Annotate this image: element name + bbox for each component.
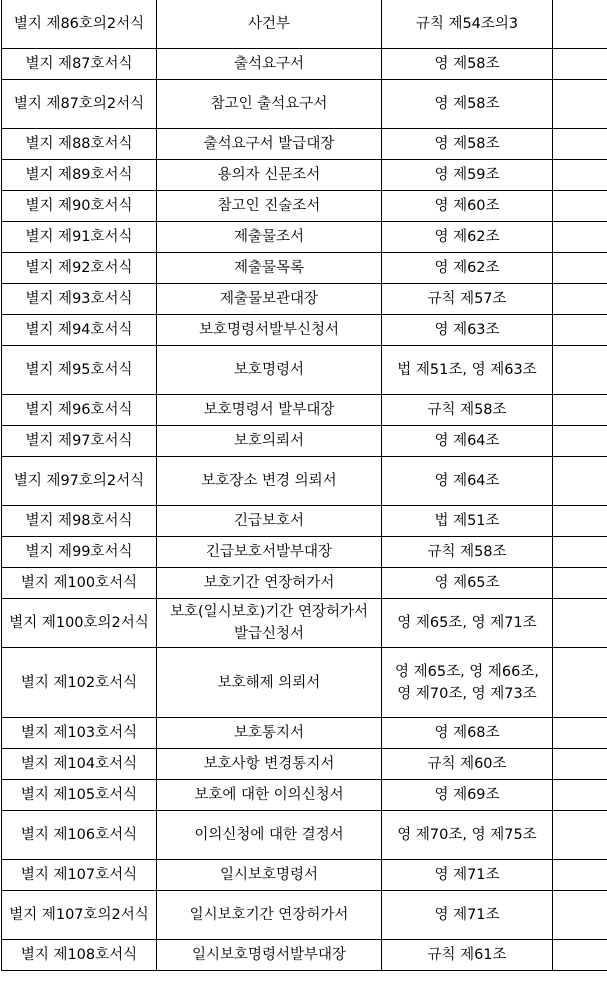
legal-basis-cell: 영 제71조 <box>382 860 553 891</box>
form-number-cell: 별지 제102호서식 <box>2 648 157 718</box>
form-name-cell: 일시보호명령서 <box>157 860 382 891</box>
legal-basis-cell: 법 제51조, 영 제63조 <box>382 346 553 395</box>
note-cell <box>553 940 607 971</box>
note-cell <box>553 537 607 568</box>
form-number-cell: 별지 제106호서식 <box>2 811 157 860</box>
form-name-cell: 보호의뢰서 <box>157 426 382 457</box>
form-number-cell: 별지 제97호의2서식 <box>2 457 157 506</box>
note-cell <box>553 648 607 718</box>
form-number-cell: 별지 제94호서식 <box>2 315 157 346</box>
note-cell <box>553 457 607 506</box>
form-name-cell: 보호통지서 <box>157 718 382 749</box>
legal-basis-cell: 규칙 제61조 <box>382 940 553 971</box>
table-row <box>2 80 607 129</box>
form-number-cell: 별지 제90호서식 <box>2 191 157 222</box>
forms-table-body <box>2 0 607 971</box>
legal-basis-cell: 영 제65조, 영 제66조, 영 제70조, 영 제73조 <box>382 648 553 718</box>
note-cell <box>553 780 607 811</box>
legal-basis-cell: 영 제62조 <box>382 253 553 284</box>
table-row <box>2 0 607 49</box>
legal-basis-cell: 영 제58조 <box>382 49 553 80</box>
form-name-cell: 보호장소 변경 의뢰서 <box>157 457 382 506</box>
note-cell <box>553 395 607 426</box>
form-name-cell: 보호에 대한 이의신청서 <box>157 780 382 811</box>
note-cell <box>553 568 607 599</box>
form-name-cell: 사건부 <box>157 0 382 49</box>
form-number-cell: 별지 제95호서식 <box>2 346 157 395</box>
form-name-cell: 제출물보관대장 <box>157 284 382 315</box>
table-row <box>2 395 607 426</box>
form-number-cell: 별지 제86호의2서식 <box>2 0 157 49</box>
form-name-cell: 보호사항 변경통지서 <box>157 749 382 780</box>
note-cell <box>553 129 607 160</box>
form-name-cell: 일시보호기간 연장허가서 <box>157 891 382 940</box>
legal-basis-cell: 영 제64조 <box>382 426 553 457</box>
form-name-cell: 보호명령서 발부대장 <box>157 395 382 426</box>
note-cell <box>553 253 607 284</box>
form-name-cell: 용의자 신문조서 <box>157 160 382 191</box>
form-number-cell: 별지 제100호서식 <box>2 568 157 599</box>
table-row <box>2 346 607 395</box>
table-row <box>2 718 607 749</box>
forms-table <box>1 0 607 971</box>
table-row <box>2 49 607 80</box>
legal-basis-cell: 영 제58조 <box>382 80 553 129</box>
note-cell <box>553 0 607 49</box>
table-row <box>2 860 607 891</box>
form-name-cell: 보호기간 연장허가서 <box>157 568 382 599</box>
legal-basis-cell: 영 제60조 <box>382 191 553 222</box>
form-name-cell: 제출물조서 <box>157 222 382 253</box>
table-row <box>2 891 607 940</box>
table-row <box>2 253 607 284</box>
note-cell <box>553 749 607 780</box>
form-name-cell: 일시보호명령서발부대장 <box>157 940 382 971</box>
form-name-cell: 보호명령서 <box>157 346 382 395</box>
legal-basis-cell: 규칙 제54조의3 <box>382 0 553 49</box>
table-row <box>2 160 607 191</box>
table-row <box>2 426 607 457</box>
table-row <box>2 940 607 971</box>
form-name-cell: 보호해제 의뢰서 <box>157 648 382 718</box>
legal-basis-cell: 영 제65조, 영 제71조 <box>382 599 553 648</box>
legal-basis-cell: 영 제71조 <box>382 891 553 940</box>
note-cell <box>553 506 607 537</box>
form-number-cell: 별지 제97호서식 <box>2 426 157 457</box>
form-name-cell: 이의신청에 대한 결정서 <box>157 811 382 860</box>
form-name-cell: 보호명령서발부신청서 <box>157 315 382 346</box>
form-number-cell: 별지 제103호서식 <box>2 718 157 749</box>
form-number-cell: 별지 제107호의2서식 <box>2 891 157 940</box>
table-row <box>2 191 607 222</box>
legal-basis-cell: 규칙 제60조 <box>382 749 553 780</box>
form-number-cell: 별지 제100호의2서식 <box>2 599 157 648</box>
table-row <box>2 568 607 599</box>
form-number-cell: 별지 제88호서식 <box>2 129 157 160</box>
note-cell <box>553 426 607 457</box>
form-number-cell: 별지 제107호서식 <box>2 860 157 891</box>
table-row <box>2 457 607 506</box>
note-cell <box>553 222 607 253</box>
form-number-cell: 별지 제87호의2서식 <box>2 80 157 129</box>
table-row <box>2 648 607 718</box>
note-cell <box>553 718 607 749</box>
note-cell <box>553 860 607 891</box>
form-number-cell: 별지 제89호서식 <box>2 160 157 191</box>
form-name-cell: 참고인 진술조서 <box>157 191 382 222</box>
form-number-cell: 별지 제96호서식 <box>2 395 157 426</box>
form-number-cell: 별지 제92호서식 <box>2 253 157 284</box>
form-number-cell: 별지 제108호서식 <box>2 940 157 971</box>
table-row <box>2 749 607 780</box>
legal-basis-cell: 영 제64조 <box>382 457 553 506</box>
form-number-cell: 별지 제87호서식 <box>2 49 157 80</box>
form-number-cell: 별지 제93호서식 <box>2 284 157 315</box>
note-cell <box>553 284 607 315</box>
legal-basis-cell: 규칙 제58조 <box>382 395 553 426</box>
legal-basis-cell: 영 제65조 <box>382 568 553 599</box>
form-name-cell: 참고인 출석요구서 <box>157 80 382 129</box>
form-number-cell: 별지 제105호서식 <box>2 780 157 811</box>
note-cell <box>553 160 607 191</box>
form-name-cell: 긴급보호서 <box>157 506 382 537</box>
form-name-cell: 출석요구서 발급대장 <box>157 129 382 160</box>
note-cell <box>553 49 607 80</box>
legal-basis-cell: 영 제69조 <box>382 780 553 811</box>
form-number-cell: 별지 제104호서식 <box>2 749 157 780</box>
table-row <box>2 537 607 568</box>
note-cell <box>553 891 607 940</box>
note-cell <box>553 346 607 395</box>
form-name-cell: 출석요구서 <box>157 49 382 80</box>
table-row <box>2 222 607 253</box>
legal-basis-cell: 영 제62조 <box>382 222 553 253</box>
form-name-cell: 긴급보호서발부대장 <box>157 537 382 568</box>
form-number-cell: 별지 제98호서식 <box>2 506 157 537</box>
legal-basis-cell: 규칙 제57조 <box>382 284 553 315</box>
legal-basis-cell: 영 제68조 <box>382 718 553 749</box>
table-row <box>2 506 607 537</box>
table-row <box>2 811 607 860</box>
table-row <box>2 129 607 160</box>
form-number-cell: 별지 제99호서식 <box>2 537 157 568</box>
legal-basis-cell: 영 제59조 <box>382 160 553 191</box>
table-row <box>2 315 607 346</box>
legal-basis-cell: 영 제58조 <box>382 129 553 160</box>
table-row <box>2 780 607 811</box>
note-cell <box>553 599 607 648</box>
form-name-cell: 제출물목록 <box>157 253 382 284</box>
note-cell <box>553 80 607 129</box>
legal-basis-cell: 영 제70조, 영 제75조 <box>382 811 553 860</box>
note-cell <box>553 811 607 860</box>
legal-basis-cell: 법 제51조 <box>382 506 553 537</box>
form-number-cell: 별지 제91호서식 <box>2 222 157 253</box>
note-cell <box>553 191 607 222</box>
legal-basis-cell: 영 제63조 <box>382 315 553 346</box>
table-row <box>2 284 607 315</box>
legal-basis-cell: 규칙 제58조 <box>382 537 553 568</box>
form-name-cell: 보호(일시보호)기간 연장허가서 발급신청서 <box>157 599 382 648</box>
note-cell <box>553 315 607 346</box>
table-row <box>2 599 607 648</box>
